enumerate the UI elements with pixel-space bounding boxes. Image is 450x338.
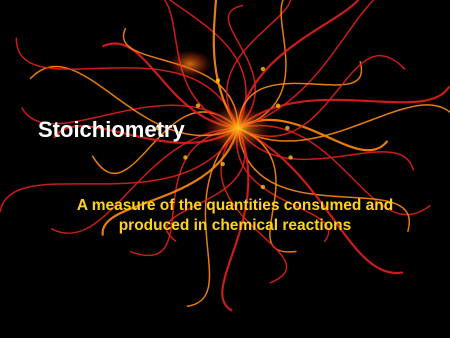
slide-subtitle: A measure of the quantities consumed and produced in chemical reactions (76, 197, 394, 234)
starburst-bead (216, 78, 220, 82)
starburst-loop (238, 0, 420, 128)
starburst-bead (276, 104, 280, 108)
starburst-bead (285, 126, 289, 130)
slide-title: Stoichiometry (38, 117, 185, 142)
starburst-bead (196, 104, 200, 108)
starburst-bead (183, 155, 187, 159)
starburst-loop (16, 38, 238, 128)
starburst-bead (261, 67, 265, 71)
starburst-bead (261, 185, 265, 189)
starburst-bead (221, 162, 225, 166)
starburst-bead (288, 155, 292, 159)
